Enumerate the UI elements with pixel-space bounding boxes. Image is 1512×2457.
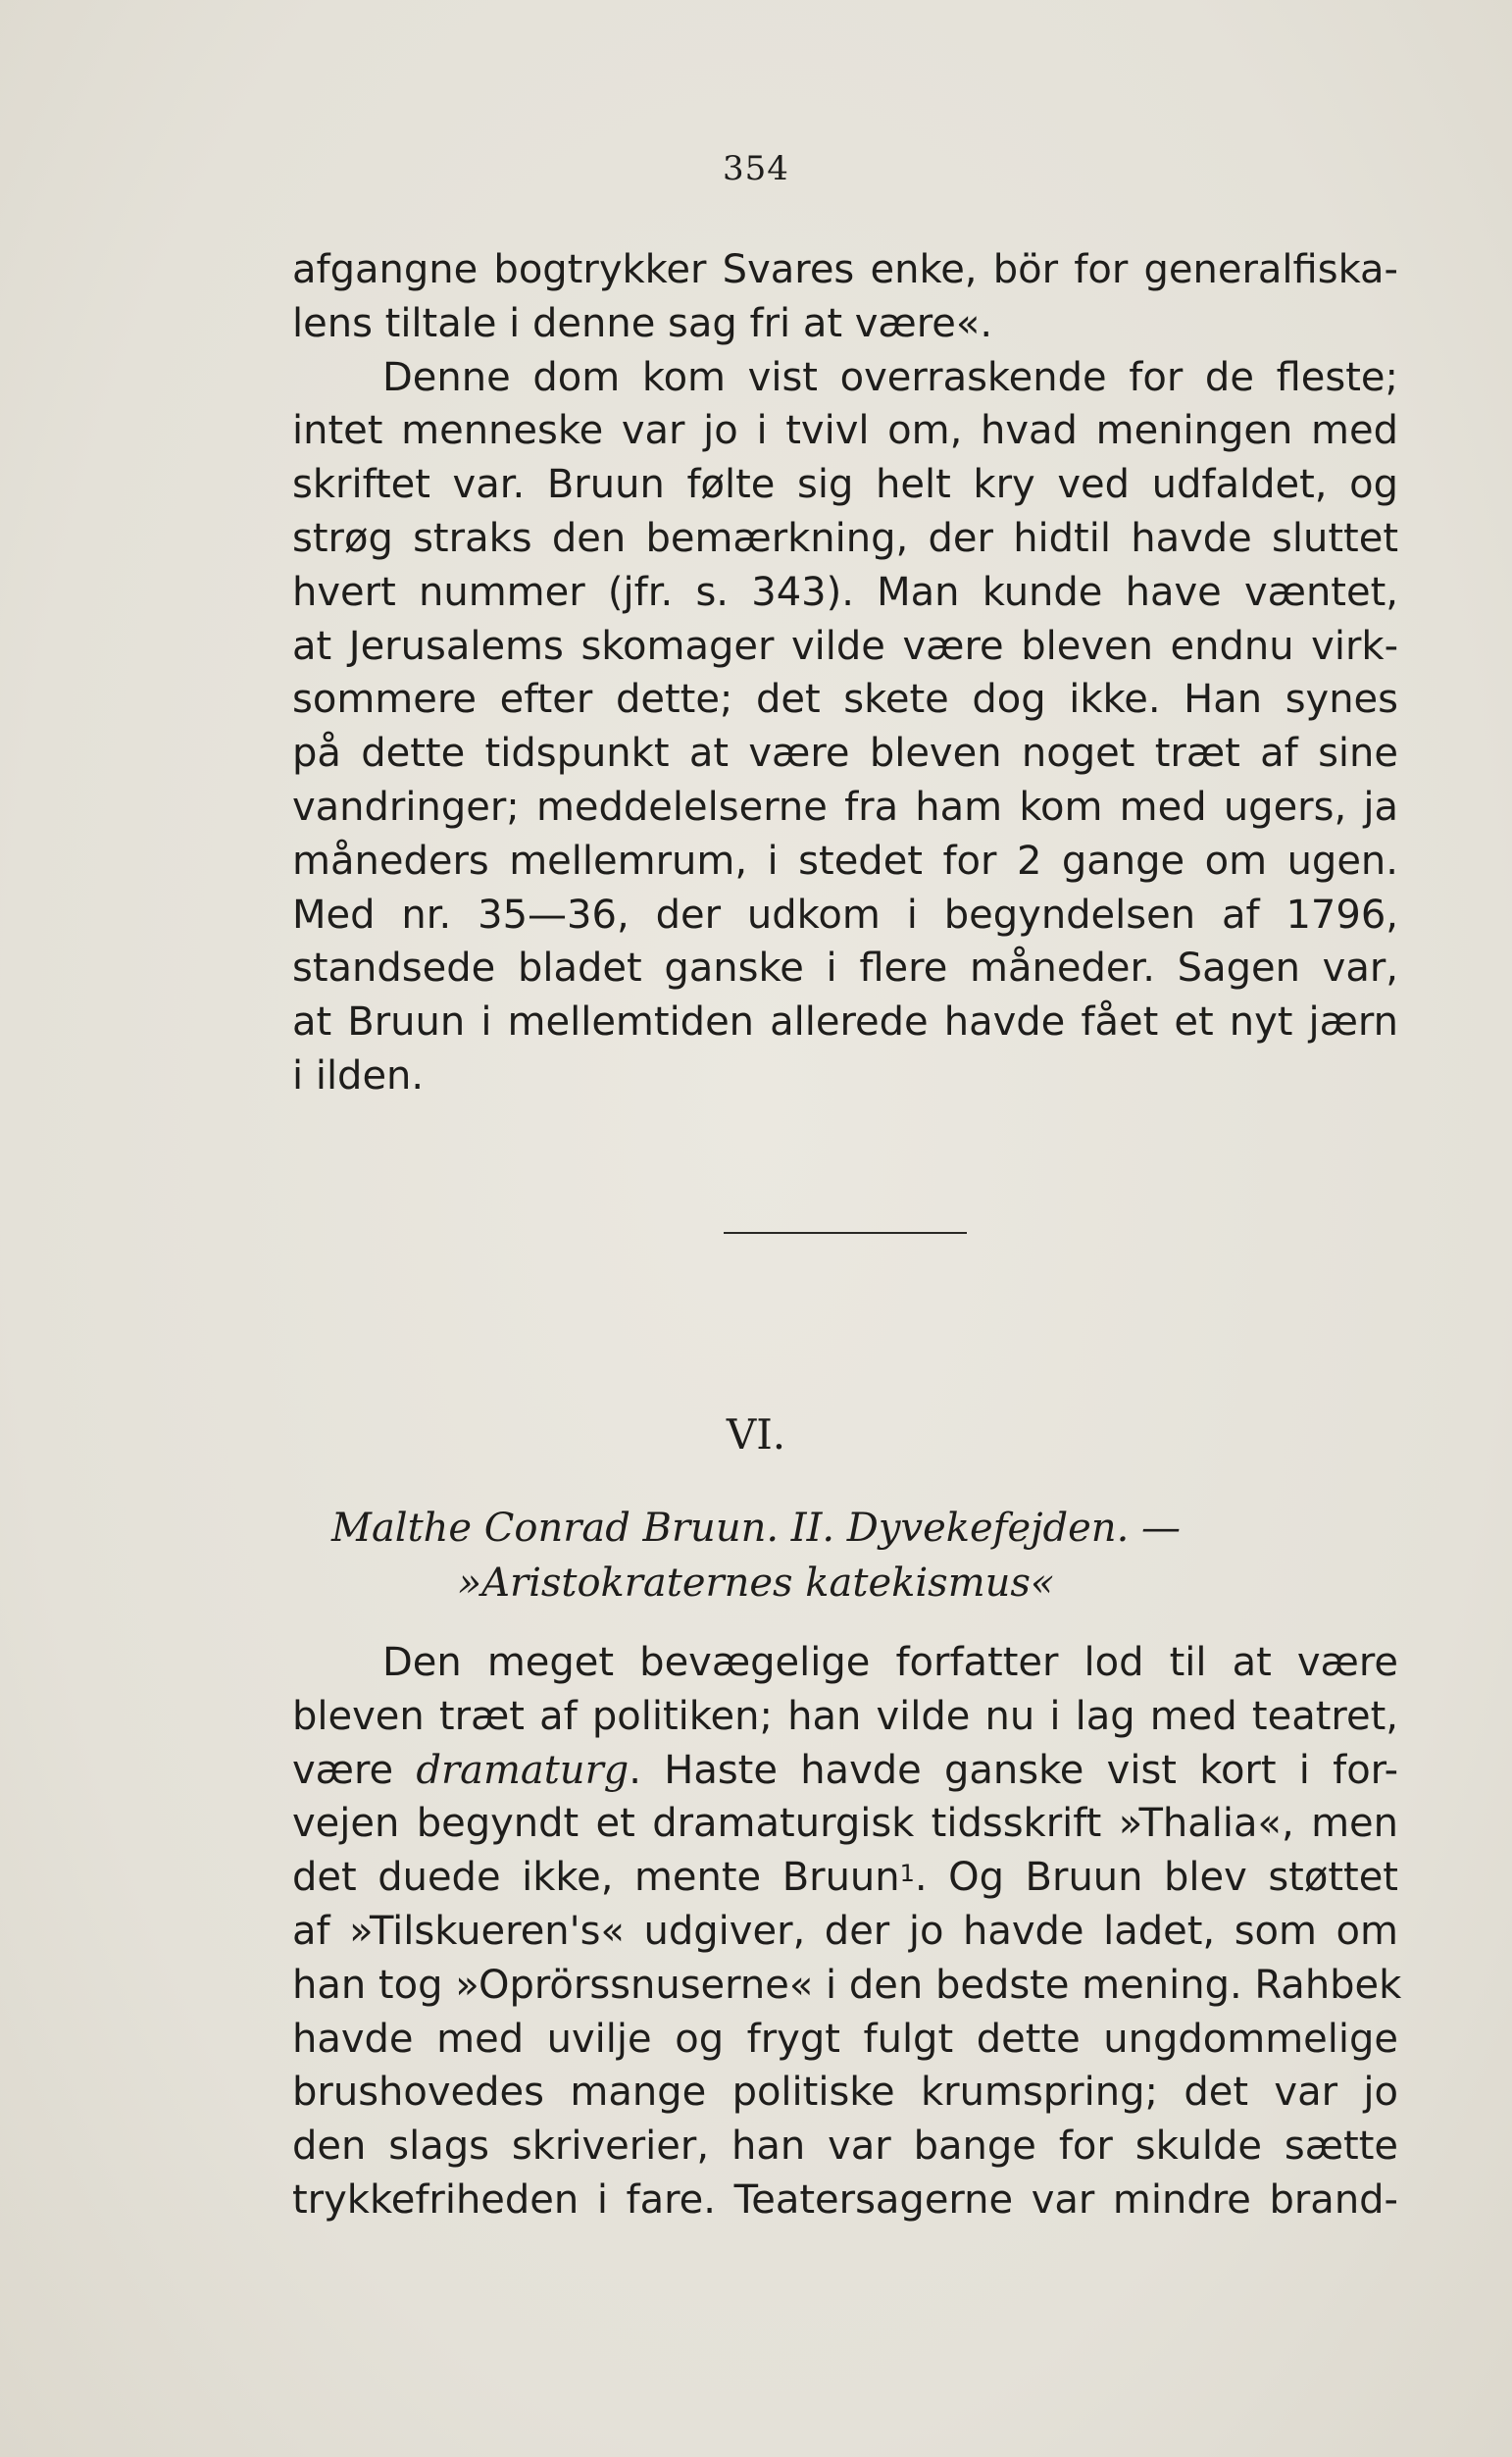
text-line: lens tiltale i denne sag fri at være«.	[292, 300, 993, 346]
text-line: den slags skriverier, han var bange for skulde sætte	[292, 2124, 1398, 2170]
text-line: sommere efter dette; det skete dog ikke. Han synes	[292, 677, 1398, 723]
chapter-number: VI.	[726, 1410, 786, 1459]
text-line: strøg straks den bemærkning, der hidtil havde sluttet	[292, 515, 1398, 561]
text-line: havde med uvilje og frygt fulgt dette ungdommelige	[292, 2016, 1398, 2062]
text-line: han tog »Oprörssnuserne« i den bedste mening. Rahbek	[292, 1962, 1402, 2008]
page-number: 354	[723, 149, 789, 188]
text-line	[292, 1744, 1398, 1798]
text-line: i ilden.	[292, 1052, 425, 1099]
text-line: skriftet var. Bruun følte sig helt kry ved udfaldet, og	[292, 462, 1398, 508]
text-line: måneders mellemrum, i stedet for 2 gange om ugen.	[292, 838, 1398, 884]
text-line: intet menneske var jo i tvivl om, hvad meningen med	[292, 408, 1398, 454]
text-line: afgangne bogtrykker Svares enke, bör for generalfiska-	[292, 247, 1398, 292]
text-line: af »Tilskueren's« udgiver, der jo havde ladet, som om	[292, 1908, 1398, 1954]
chapter-title-line-1: Malthe Conrad Bruun. II. Dyvekefejden. —	[330, 1506, 1181, 1551]
text-line: vandringer; meddelelserne fra ham kom med ugers, ja	[292, 784, 1398, 830]
chapter-title-line-2: »Aristokraternes katekismus«	[457, 1561, 1055, 1606]
text-line	[292, 1851, 1398, 1905]
text-segment: det duede ikke, mente Bruun	[292, 1855, 900, 1901]
text-line: brushovedes mange politiske krumspring; det var jo	[292, 2070, 1398, 2116]
section-divider	[724, 1232, 967, 1234]
text-line: at Bruun i mellemtiden allerede havde fået et nyt jærn	[292, 999, 1398, 1046]
text-line: på dette tidspunkt at være bleven noget træt af sine	[292, 731, 1398, 777]
text-segment: . Og Bruun blev støttet	[914, 1855, 1398, 1901]
text-line: at Jerusalems skomager vilde være bleven endnu virk-	[292, 623, 1398, 669]
text-line: vejen begyndt et dramaturgisk tidsskrift »Thalia«, men	[292, 1801, 1398, 1847]
text-segment: være	[292, 1747, 417, 1793]
footnote-marker: 1	[899, 1860, 915, 1888]
text-section-2	[292, 1636, 1402, 2227]
text-line: standsede bladet ganske i flere måneder. Sagen var,	[292, 946, 1398, 992]
text-line: Den meget bevægelige forfatter lod til at være	[382, 1640, 1398, 1685]
text-line: bleven træt af politiken; han vilde nu i lag med teatret,	[292, 1693, 1398, 1739]
text-section-1	[292, 243, 1398, 1103]
text-line: Denne dom kom vist overraskende for de fleste;	[382, 354, 1398, 400]
chapter-title	[0, 1501, 1512, 1611]
text-line: trykkefriheden i fare. Teatersagerne var mindre brand-	[292, 2176, 1398, 2223]
text-segment: . Haste havde ganske vist kort i for-	[629, 1747, 1399, 1793]
text-line: hvert nummer (jfr. s. 343). Man kunde have væntet,	[292, 569, 1398, 615]
text-line: Med nr. 35—36, der udkom i begyndelsen af 1796,	[292, 892, 1398, 938]
italic-term: dramaturg	[416, 1747, 630, 1793]
